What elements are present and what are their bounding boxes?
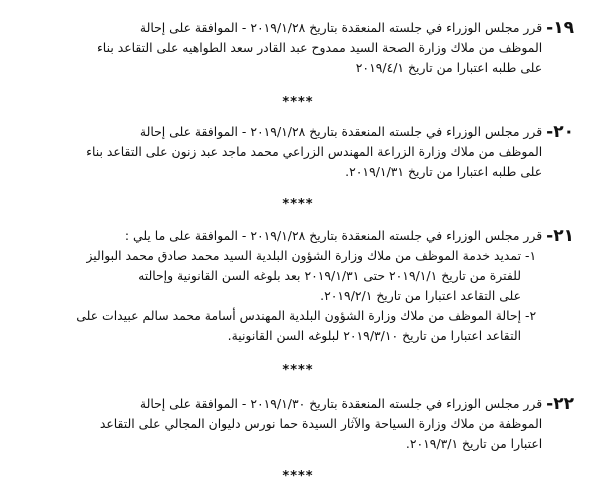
separator-stars: ****	[282, 197, 314, 212]
decision-text	[22, 122, 542, 182]
text-line: الموظف من ملاك وزارة الزراعة المهندس الزراعي محمد ماجد عبد زنون على التقاعد بناء	[86, 144, 543, 159]
text-line: التقاعد اعتبارا من تاريخ ٢٠١٩/٣/١٠ لبلوغه السن القانونية.	[227, 328, 522, 343]
text-line: قرر مجلس الوزراء في جلسته المنعقدة بتاريخ ٢٠١٩/١/٣٠ - الموافقة على إحالة	[139, 396, 543, 411]
sub-item-text	[22, 306, 521, 346]
decision-number: ١٩-	[546, 18, 574, 38]
separator-stars: ****	[282, 363, 314, 378]
decision-number: ٢١-	[546, 226, 574, 246]
decision-text	[22, 226, 542, 346]
text-line: اعتبارا من تاريخ ٢٠١٩/٣/١.	[405, 436, 543, 451]
decision-sub-item	[22, 246, 536, 306]
text-line: للفترة من تاريخ ٢٠١٩/١/١ حتى ٢٠١٩/١/٣١ بعد بلوغه السن القانونية وإحالته	[138, 268, 522, 283]
sub-item-number: ٢-	[525, 308, 537, 323]
decision-22	[22, 394, 574, 454]
separator-stars: ****	[282, 95, 314, 110]
sub-item-text	[22, 246, 521, 306]
text-line: على طلبه اعتبارا من تاريخ ٢٠١٩/٤/١	[355, 60, 543, 75]
sub-item-number: ١-	[525, 248, 537, 263]
decision-21	[22, 226, 574, 346]
text-line: الموظفة من ملاك وزارة السياحة والآثار السيدة حما نورس دليوان المجالي على التقاعد	[99, 416, 543, 431]
decision-number: ٢٠-	[546, 122, 574, 142]
decision-number: ٢٢-	[546, 394, 574, 414]
decision-text	[22, 394, 542, 454]
separator-stars: ****	[282, 469, 314, 484]
decision-text	[22, 18, 542, 78]
decision-sub-item	[22, 306, 536, 346]
decision-20	[22, 122, 574, 182]
text-line: قرر مجلس الوزراء في جلسته المنعقدة بتاريخ ٢٠١٩/١/٢٨ - الموافقة على إحالة	[139, 124, 543, 139]
text-line: تمديد خدمة الموظف من ملاك وزارة الشؤون البلدية السيد محمد صادق محمد البواليز	[86, 248, 522, 263]
decision-19	[22, 18, 574, 78]
text-line: على طلبه اعتبارا من تاريخ ٢٠١٩/١/٣١.	[345, 164, 543, 179]
text-line: على التقاعد اعتبارا من تاريخ ٢٠١٩/٢/١.	[320, 288, 522, 303]
text-line: إحالة الموظف من ملاك وزارة الشؤون البلدية المهندس أسامة محمد سالم عبيدات على	[76, 308, 522, 323]
text-line: قرر مجلس الوزراء في جلسته المنعقدة بتاريخ ٢٠١٩/١/٢٨ - الموافقة على ما يلي :	[124, 228, 543, 243]
text-line: قرر مجلس الوزراء في جلسته المنعقدة بتاريخ ٢٠١٩/١/٢٨ - الموافقة على إحالة	[139, 20, 543, 35]
text-line: الموظف من ملاك وزارة الصحة السيد ممدوح عبد القادر سعد الطواهيه على التقاعد بناء	[96, 40, 543, 55]
